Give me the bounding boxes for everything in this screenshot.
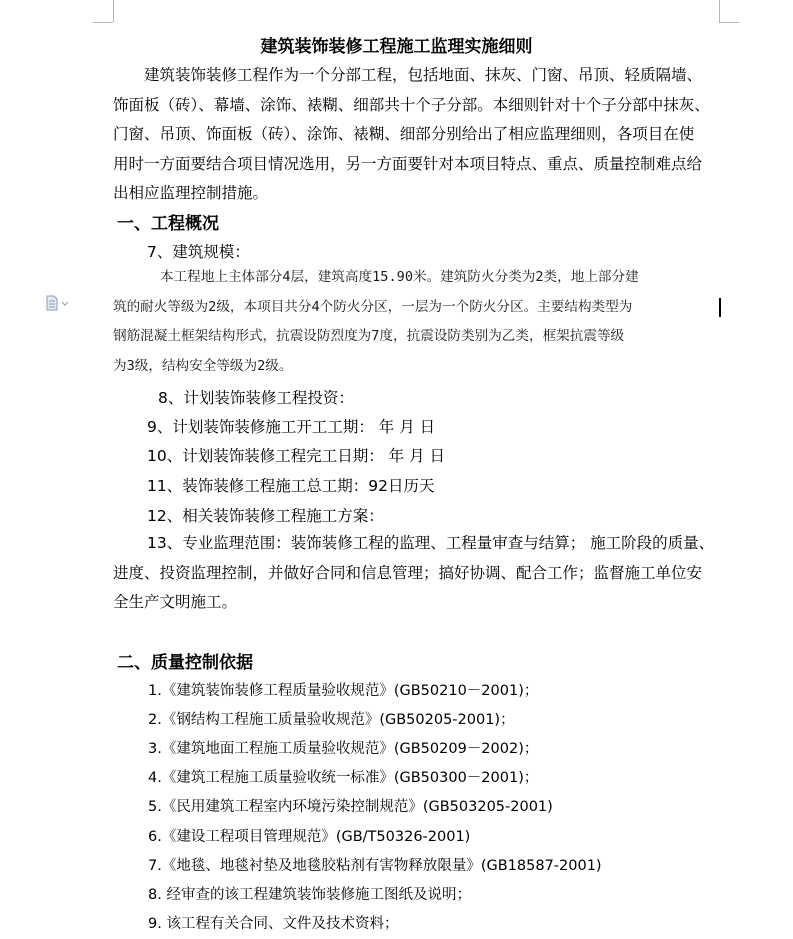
standard-list-item: 5.《民用建筑工程室内环境污染控制规范》(GB503205-2001) [148, 799, 553, 815]
intro-line: 用时一方面要结合项目情况选用，另一方面要针对本项目特点、重点、质量控制难点给 [113, 154, 703, 173]
item-start-date: 9、计划装饰装修施工开工工期： 年 月 日 [147, 418, 436, 436]
standard-list-item: 4.《建筑工程施工质量验收统一标准》(GB50300－2001)； [148, 770, 539, 786]
item-total-duration: 11、装饰装修工程施工总工期：92日历天 [147, 477, 435, 495]
supervision-scope-paragraph [113, 529, 723, 618]
standard-list-item: 8. 经审查的该工程建筑装饰装修施工图纸及说明； [148, 887, 471, 903]
scope-line: 全生产文明施工。 [113, 593, 238, 611]
scale-line: 钢筋混凝土框架结构形式，抗震设防烈度为7度，抗震设防类别为乙类，框架抗震等级 [113, 328, 625, 344]
intro-line: 建筑装饰装修工程作为一个分部工程，包括地面、抹灰、门窗、吊顶、轻质隔墙、 [144, 66, 703, 84]
standard-list-item: 3.《建筑地面工程施工质量验收规范》(GB50209－2002)； [148, 741, 539, 757]
section-heading-overview: 一、工程概况 [117, 214, 219, 234]
page-corner-mark-top-left [113, 0, 114, 22]
document-options-icon[interactable] [45, 295, 73, 311]
scale-line: 为3级，结构安全等级为2级。 [113, 357, 293, 374]
standard-list-item: 7.《地毯、地毯衬垫及地毯胶粘剂有害物释放限量》(GB18587-2001) [148, 858, 602, 874]
page-corner-mark-top-left [93, 22, 113, 23]
text-cursor [719, 298, 721, 317]
document-title: 建筑装饰装修工程施工监理实施细则 [260, 37, 533, 57]
page-corner-mark-top-right [719, 0, 720, 22]
item-investment: 8、计划装饰装修工程投资： [158, 389, 354, 407]
item-completion-date: 10、计划装饰装修工程完工日期： 年 月 日 [147, 447, 446, 465]
section-heading-quality-basis: 二、质量控制依据 [117, 653, 253, 673]
intro-line: 门窗、吊顶、饰面板（砖）、涂饰、裱糊、细部分别给出了相应监理细则，各项目在使 [113, 125, 695, 143]
standard-list-item: 6.《建设工程项目管理规范》(GB/T50326-2001) [148, 829, 471, 845]
building-scale-paragraph [113, 263, 723, 381]
item-building-scale: 7、建筑规模： [147, 243, 250, 261]
standard-list-item: 9. 该工程有关合同、文件及技术资料； [148, 916, 399, 932]
scale-line: 筑的耐火等级为2级，本项目共分4个防火分区，一层为一个防火分区。主要结构类型为 [113, 298, 633, 315]
intro-paragraph [113, 61, 723, 209]
scale-line: 本工程地上主体部分4层，建筑高度15.90米。建筑防火分类为2类，地上部分建 [160, 269, 639, 285]
page-corner-mark-top-right [719, 22, 739, 23]
scope-line: 13、专业监理范围：装饰装修工程的监理、工程量审查与结算； 施工阶段的质量、 [147, 534, 715, 552]
scope-line: 进度、投资监理控制，并做好合同和信息管理；搞好协调、配合工作；监督施工单位安 [113, 563, 703, 582]
intro-line: 饰面板（砖）、幕墙、涂饰、裱糊、细部共十个子分部。本细则针对十个子分部中抹灰、 [113, 95, 710, 114]
standard-list-item: 1.《建筑装饰装修工程质量验收规范》(GB50210－2001)； [148, 683, 539, 699]
standard-list-item: 2.《钢结构工程施工质量验收规范》(GB50205-2001)； [148, 712, 515, 728]
intro-line: 出相应监理控制措施。 [113, 184, 269, 202]
item-construction-plan: 12、相关装饰装修工程施工方案： [147, 507, 384, 525]
